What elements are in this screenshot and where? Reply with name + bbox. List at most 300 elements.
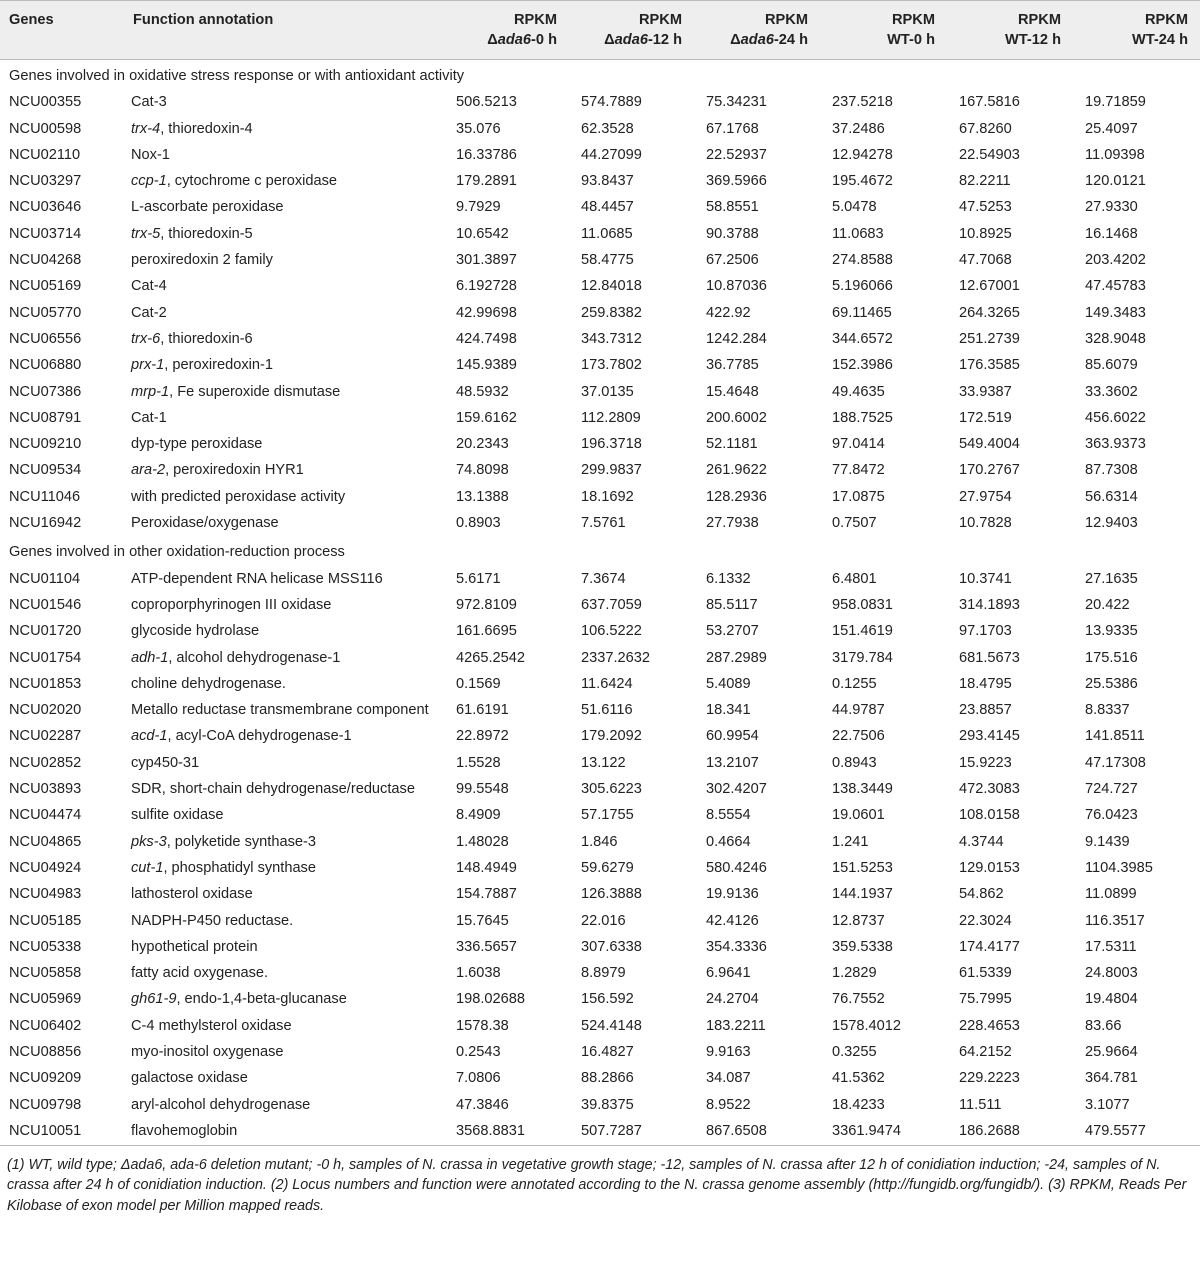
- rpkm-value-cell: 229.2223: [959, 1070, 1020, 1087]
- rpkm-value-cell: 4265.2542: [456, 649, 525, 666]
- gene-id-cell: NCU09534: [9, 462, 82, 479]
- function-text: , thioredoxin-5: [160, 225, 253, 242]
- rpkm-value-cell: 174.4177: [959, 938, 1020, 955]
- rpkm-value-cell: 41.5362: [832, 1070, 885, 1087]
- rpkm-value-cell: 170.2767: [959, 462, 1020, 479]
- rpkm-value-cell: 344.6572: [832, 330, 893, 347]
- table-row: [0, 908, 1200, 934]
- rpkm-value-cell: 198.02688: [456, 991, 525, 1008]
- table-row: [0, 1092, 1200, 1118]
- rpkm-value-cell: 12.9403: [1085, 515, 1138, 532]
- function-cell: [124, 908, 444, 934]
- rpkm-value-cell: 22.3024: [959, 912, 1012, 929]
- rpkm-value-cell: 0.2543: [456, 1043, 501, 1060]
- rpkm-value-cell: 200.6002: [706, 409, 767, 426]
- header-function: Function annotation: [124, 1, 444, 60]
- rpkm-value-cell: 251.2739: [959, 330, 1020, 347]
- rpkm-value-cell: 7.3674: [581, 570, 626, 587]
- gene-id-cell: NCU09798: [9, 1096, 82, 1113]
- function-text: NADPH-P450 reductase.: [131, 912, 294, 929]
- function-cell: [124, 300, 444, 326]
- gene-id-cell: NCU05185: [9, 912, 82, 929]
- gene-id-cell: NCU03297: [9, 173, 82, 190]
- rpkm-value-cell: 13.2107: [706, 754, 759, 771]
- rpkm-value-cell: 0.1569: [456, 675, 501, 692]
- header-col-prefix: Δ: [487, 32, 498, 48]
- gene-id-cell: NCU04924: [9, 859, 82, 876]
- rpkm-value-cell: 0.1255: [832, 675, 877, 692]
- rpkm-value-cell: 19.9136: [706, 886, 759, 903]
- rpkm-value-cell: 36.7785: [706, 357, 759, 374]
- rpkm-value-cell: 85.5117: [706, 596, 758, 613]
- rpkm-value-cell: 5.6171: [456, 570, 501, 587]
- function-cell: [124, 352, 444, 378]
- gene-id-cell: NCU02110: [9, 146, 81, 163]
- rpkm-value-cell: 237.5218: [832, 94, 893, 111]
- rpkm-value-cell: 11.0899: [1085, 886, 1137, 903]
- rpkm-value-cell: 25.9664: [1085, 1043, 1138, 1060]
- rpkm-value-cell: 183.2211: [706, 1017, 766, 1034]
- table-row: [0, 352, 1200, 378]
- rpkm-value-cell: 47.5253: [959, 199, 1012, 216]
- rpkm-value-cell: 472.3083: [959, 781, 1020, 798]
- function-text: Cat-3: [131, 94, 167, 111]
- function-cell: [124, 194, 444, 220]
- rpkm-value-cell: 85.6079: [1085, 357, 1138, 374]
- table-row: [0, 405, 1200, 431]
- header-col-prefix: Δ: [604, 32, 615, 48]
- table-row: [0, 829, 1200, 855]
- function-cell: [124, 142, 444, 168]
- rpkm-value-cell: 369.5966: [706, 173, 767, 190]
- gene-symbol: prx-1: [131, 357, 165, 374]
- rpkm-value-cell: 17.0875: [832, 488, 885, 505]
- rpkm-value-cell: 1.846: [581, 833, 618, 850]
- gene-id-cell: NCU09209: [9, 1070, 82, 1087]
- gene-symbol: acd-1: [131, 728, 168, 745]
- gene-id-cell: NCU08856: [9, 1043, 82, 1060]
- rpkm-value-cell: 363.9373: [1085, 436, 1146, 453]
- rpkm-value-cell: 18.4233: [832, 1096, 885, 1113]
- function-text: fatty acid oxygenase.: [131, 965, 269, 982]
- function-cell: [124, 829, 444, 855]
- gene-id-cell: NCU00598: [9, 120, 82, 137]
- rpkm-value-cell: 354.3336: [706, 938, 767, 955]
- rpkm-value-cell: 15.9223: [959, 754, 1012, 771]
- rpkm-value-cell: 116.3517: [1085, 912, 1145, 929]
- rpkm-value-cell: 6.4801: [832, 570, 877, 587]
- rpkm-value-cell: 22.52937: [706, 146, 767, 163]
- rpkm-value-cell: 8.4909: [456, 807, 501, 824]
- header-col-suffix: -0 h: [531, 32, 557, 48]
- rpkm-value-cell: 60.9954: [706, 728, 759, 745]
- function-text: glycoside hydrolase: [131, 623, 260, 640]
- rpkm-value-cell: 5.196066: [832, 278, 893, 295]
- function-text: , endo-1,4-beta-glucanase: [176, 991, 347, 1008]
- table-row: [0, 986, 1200, 1012]
- rpkm-value-cell: 15.7645: [456, 912, 509, 929]
- rpkm-value-cell: 18.4795: [959, 675, 1012, 692]
- rpkm-value-cell: 35.076: [456, 120, 501, 137]
- rpkm-value-cell: 479.5577: [1073, 1118, 1200, 1146]
- function-text: hypothetical protein: [131, 938, 258, 955]
- rpkm-value-cell: 151.4619: [832, 623, 893, 640]
- function-text: , alcohol dehydrogenase-1: [168, 649, 341, 666]
- table-row: [0, 326, 1200, 352]
- rpkm-value-cell: 867.6508: [694, 1118, 820, 1146]
- rpkm-value-cell: 2337.2632: [581, 649, 650, 666]
- function-text: Peroxidase/oxygenase: [131, 515, 279, 532]
- rpkm-value-cell: 37.0135: [581, 383, 634, 400]
- rpkm-value-cell: 173.7802: [581, 357, 642, 374]
- gene-symbol: pks-3: [131, 833, 167, 850]
- gene-id-cell: NCU04268: [9, 252, 82, 269]
- rpkm-value-cell: 681.5673: [959, 649, 1020, 666]
- function-text: with predicted peroxidase activity: [131, 488, 346, 505]
- rpkm-value-cell: 228.4653: [959, 1017, 1020, 1034]
- rpkm-value-cell: 287.2989: [706, 649, 767, 666]
- table-row: [0, 142, 1200, 168]
- function-text: , cytochrome c peroxidase: [166, 173, 338, 190]
- function-cell: [124, 405, 444, 431]
- gene-id-cell: NCU03893: [9, 781, 82, 798]
- function-cell: [124, 802, 444, 828]
- rpkm-value-cell: 7.0806: [456, 1070, 501, 1087]
- function-cell: [124, 273, 444, 299]
- rpkm-value-cell: 48.4457: [581, 199, 634, 216]
- function-text: peroxiredoxin 2 family: [131, 252, 273, 269]
- section-title: Genes involved in other oxidation-reduction process: [9, 544, 345, 561]
- rpkm-value-cell: 27.7938: [706, 515, 759, 532]
- rpkm-value-cell: 293.4145: [959, 728, 1020, 745]
- rpkm-value-cell: 25.4097: [1085, 120, 1138, 137]
- header-col-prefix: Δ: [730, 32, 741, 48]
- rpkm-value-cell: 77.8472: [832, 462, 885, 479]
- header-rpkm-col-5: [1073, 1, 1200, 60]
- gene-id-cell: NCU04865: [9, 833, 82, 850]
- rpkm-value-cell: 19.0601: [832, 807, 885, 824]
- function-text: choline dehydrogenase.: [131, 675, 286, 692]
- header-rpkm-col-1: [569, 1, 694, 60]
- rpkm-value-cell: 48.5932: [456, 383, 509, 400]
- function-cell: [124, 1039, 444, 1065]
- rpkm-value-cell: 188.7525: [832, 409, 893, 426]
- rpkm-value-cell: 8.9522: [706, 1096, 751, 1113]
- gene-id-cell: NCU03646: [9, 199, 82, 216]
- rpkm-value-cell: 186.2688: [947, 1118, 1073, 1146]
- function-text: , polyketide synthase-3: [166, 833, 316, 850]
- rpkm-value-cell: 1242.284: [706, 330, 767, 347]
- rpkm-value-cell: 17.5311: [1085, 938, 1137, 955]
- rpkm-value-cell: 27.9754: [959, 488, 1012, 505]
- function-text: Cat-1: [131, 409, 167, 426]
- rpkm-value-cell: 22.8972: [456, 728, 509, 745]
- rpkm-value-cell: 61.6191: [456, 702, 509, 719]
- rpkm-value-cell: 37.2486: [832, 120, 885, 137]
- rpkm-value-cell: 39.8375: [581, 1096, 634, 1113]
- rpkm-value-cell: 1104.3985: [1085, 859, 1153, 876]
- gene-symbol: trx-4: [131, 120, 161, 137]
- table-row: [0, 881, 1200, 907]
- table-row: [0, 645, 1200, 671]
- rpkm-value-cell: 75.7995: [959, 991, 1012, 1008]
- function-cell: [124, 566, 444, 592]
- rpkm-value-cell: 13.1388: [456, 488, 509, 505]
- rpkm-value-cell: 18.341: [706, 702, 751, 719]
- table-row: [0, 1065, 1200, 1091]
- function-text: , Fe superoxide dismutase: [169, 383, 341, 400]
- function-text: Nox-1: [131, 146, 170, 163]
- function-text: Cat-2: [131, 304, 167, 321]
- rpkm-value-cell: 61.5339: [959, 965, 1012, 982]
- section-header-row: [0, 60, 1200, 90]
- gene-id-cell: NCU06556: [9, 330, 82, 347]
- function-text: L-ascorbate peroxidase: [131, 199, 284, 216]
- function-text: sulfite oxidase: [131, 807, 224, 824]
- rpkm-value-cell: 20.422: [1085, 596, 1130, 613]
- rpkm-value-cell: 1.241: [832, 833, 869, 850]
- header-rpkm-col-3: [820, 1, 947, 60]
- gene-symbol: ccp-1: [131, 173, 167, 190]
- function-text: , acyl-CoA dehydrogenase-1: [167, 728, 352, 745]
- rpkm-value-cell: 44.27099: [581, 146, 642, 163]
- function-cell: [124, 1092, 444, 1118]
- rpkm-value-cell: 128.2936: [706, 488, 767, 505]
- table-row: [0, 855, 1200, 881]
- rpkm-value-cell: 52.1181: [706, 436, 758, 453]
- rpkm-value-cell: 67.2506: [706, 252, 759, 269]
- gene-id-cell: NCU09210: [9, 436, 82, 453]
- rpkm-value-cell: 22.016: [581, 912, 626, 929]
- rpkm-value-cell: 10.87036: [706, 278, 767, 295]
- rpkm-value-cell: 59.6279: [581, 859, 634, 876]
- rpkm-value-cell: 261.9622: [706, 462, 767, 479]
- gene-symbol: mrp-1: [131, 383, 170, 400]
- gene-id-cell: NCU11046: [9, 488, 81, 505]
- rpkm-value-cell: 6.9641: [706, 965, 751, 982]
- gene-id-cell: NCU02852: [9, 754, 82, 771]
- function-text: , peroxiredoxin-1: [164, 357, 273, 374]
- gene-symbol: gh61-9: [131, 991, 177, 1008]
- table-row: [0, 273, 1200, 299]
- rpkm-value-cell: 196.3718: [581, 436, 642, 453]
- rpkm-value-cell: 10.3741: [959, 570, 1012, 587]
- rpkm-value-cell: 305.6223: [581, 781, 642, 798]
- function-cell: [124, 221, 444, 247]
- rpkm-value-cell: 83.66: [1085, 1017, 1122, 1034]
- rpkm-value-cell: 44.9787: [832, 702, 885, 719]
- rpkm-value-cell: 27.1635: [1085, 570, 1138, 587]
- table-row: [0, 776, 1200, 802]
- rpkm-value-cell: 13.122: [581, 754, 626, 771]
- rpkm-value-cell: 22.54903: [959, 146, 1020, 163]
- header-col-suffix: -12 h: [647, 32, 682, 48]
- gene-id-cell: NCU05969: [9, 991, 82, 1008]
- gene-id-cell: NCU01754: [9, 649, 82, 666]
- gene-id-cell: NCU04474: [9, 807, 82, 824]
- header-col-italic: ada6: [497, 32, 532, 48]
- function-cell: [124, 247, 444, 273]
- rpkm-value-cell: 424.7498: [456, 330, 517, 347]
- rpkm-value-cell: 0.4664: [706, 833, 751, 850]
- rpkm-value-cell: 1.2829: [832, 965, 877, 982]
- rpkm-value-cell: 179.2891: [456, 173, 517, 190]
- function-text: cyp450-31: [131, 754, 200, 771]
- rpkm-value-cell: 24.2704: [706, 991, 759, 1008]
- rpkm-value-cell: 259.8382: [581, 304, 642, 321]
- rpkm-value-cell: 97.0414: [832, 436, 885, 453]
- gene-id-cell: NCU08791: [9, 409, 82, 426]
- rpkm-value-cell: 19.71859: [1085, 94, 1146, 111]
- header-col-suffix: -24 h: [773, 32, 808, 48]
- rpkm-value-cell: 10.8925: [959, 225, 1012, 242]
- rpkm-value-cell: 3179.784: [832, 649, 893, 666]
- rpkm-value-cell: 108.0158: [959, 807, 1020, 824]
- header-col-italic: ada6: [740, 32, 774, 48]
- table-row: [0, 194, 1200, 220]
- table-row: [0, 300, 1200, 326]
- function-cell: [124, 116, 444, 142]
- rpkm-value-cell: 314.1893: [959, 596, 1020, 613]
- rpkm-value-cell: 176.3585: [959, 357, 1020, 374]
- rpkm-value-cell: 15.4648: [706, 383, 759, 400]
- table-row: [0, 510, 1200, 536]
- rpkm-value-cell: 76.7552: [832, 991, 885, 1008]
- rpkm-value-cell: 203.4202: [1085, 252, 1146, 269]
- header-col-top: RPKM: [765, 12, 808, 28]
- rpkm-value-cell: 51.6116: [581, 702, 633, 719]
- function-cell: [124, 960, 444, 986]
- rpkm-value-cell: 151.5253: [832, 859, 893, 876]
- table-row: [0, 960, 1200, 986]
- function-text: myo-inositol oxygenase: [131, 1043, 284, 1060]
- rpkm-value-cell: 144.1937: [832, 886, 893, 903]
- rpkm-value-cell: 302.4207: [706, 781, 767, 798]
- function-cell: [124, 431, 444, 457]
- rpkm-value-cell: 93.8437: [581, 173, 634, 190]
- function-text: SDR, short-chain dehydrogenase/reductase: [131, 781, 415, 798]
- rpkm-value-cell: 364.781: [1085, 1070, 1138, 1087]
- rpkm-value-cell: 24.8003: [1085, 965, 1138, 982]
- rpkm-value-cell: 11.511: [959, 1096, 1002, 1113]
- table-row: [0, 1118, 1200, 1146]
- rpkm-value-cell: 47.3846: [456, 1096, 509, 1113]
- gene-id-cell: NCU05770: [9, 304, 82, 321]
- rpkm-value-cell: 74.8098: [456, 462, 509, 479]
- rpkm-value-cell: 328.9048: [1085, 330, 1146, 347]
- rpkm-value-cell: 3.1077: [1085, 1096, 1130, 1113]
- rpkm-value-cell: 27.9330: [1085, 199, 1138, 216]
- rpkm-value-cell: 129.0153: [959, 859, 1020, 876]
- rpkm-value-cell: 145.9389: [456, 357, 517, 374]
- function-text: coproporphyrinogen III oxidase: [131, 596, 332, 613]
- table-row: [0, 221, 1200, 247]
- table-row: [0, 618, 1200, 644]
- table-row: [0, 750, 1200, 776]
- rpkm-value-cell: 12.84018: [581, 278, 642, 295]
- rpkm-value-cell: 99.5548: [456, 781, 509, 798]
- rpkm-value-cell: 175.516: [1085, 649, 1138, 666]
- rpkm-value-cell: 336.5657: [456, 938, 517, 955]
- table-row: [0, 168, 1200, 194]
- rpkm-value-cell: 47.7068: [959, 252, 1012, 269]
- gene-id-cell: NCU07386: [9, 383, 82, 400]
- rpkm-value-cell: 64.2152: [959, 1043, 1012, 1060]
- rpkm-value-cell: 87.7308: [1085, 462, 1138, 479]
- header-col-italic: ada6: [614, 32, 648, 48]
- function-cell: [124, 1065, 444, 1091]
- function-text: , phosphatidyl synthase: [163, 859, 316, 876]
- rpkm-value-cell: 0.7507: [832, 515, 877, 532]
- function-cell: [124, 697, 444, 723]
- gene-id-cell: NCU01853: [9, 675, 82, 692]
- rpkm-value-cell: 637.7059: [581, 596, 642, 613]
- table-row: [0, 247, 1200, 273]
- rpkm-value-cell: 0.8943: [832, 754, 877, 771]
- rpkm-value-cell: 75.34231: [706, 94, 767, 111]
- rpkm-value-cell: 47.17308: [1085, 754, 1146, 771]
- rpkm-value-cell: 20.2343: [456, 436, 509, 453]
- rpkm-value-cell: 154.7887: [456, 886, 517, 903]
- header-col-suffix: WT-24 h: [1132, 32, 1188, 48]
- header-col-top: RPKM: [892, 12, 935, 28]
- rpkm-value-cell: 172.519: [959, 409, 1012, 426]
- function-text: flavohemoglobin: [131, 1122, 238, 1139]
- rpkm-value-cell: 167.5816: [959, 94, 1020, 111]
- rpkm-value-cell: 8.5554: [706, 807, 751, 824]
- rpkm-value-cell: 159.6162: [456, 409, 517, 426]
- gene-id-cell: NCU16942: [9, 515, 82, 532]
- function-cell: [124, 592, 444, 618]
- rpkm-value-cell: 33.3602: [1085, 383, 1138, 400]
- rpkm-value-cell: 359.5338: [832, 938, 893, 955]
- table-row: [0, 431, 1200, 457]
- rpkm-value-cell: 148.4949: [456, 859, 517, 876]
- section-title: Genes involved in oxidative stress response or with antioxidant activity: [9, 68, 465, 84]
- rpkm-value-cell: 25.5386: [1085, 675, 1138, 692]
- rpkm-value-cell: 42.99698: [456, 304, 517, 321]
- rpkm-value-cell: 3361.9474: [820, 1118, 947, 1146]
- rpkm-value-cell: 16.33786: [456, 146, 517, 163]
- rpkm-value-cell: 8.8979: [581, 965, 626, 982]
- rpkm-value-cell: 12.67001: [959, 278, 1020, 295]
- rpkm-value-cell: 53.2707: [706, 623, 759, 640]
- rpkm-value-cell: 120.0121: [1085, 173, 1146, 190]
- table-row: [0, 484, 1200, 510]
- header-col-top: RPKM: [1018, 12, 1061, 28]
- table-row: [0, 697, 1200, 723]
- rpkm-value-cell: 97.1703: [959, 623, 1012, 640]
- gene-symbol: adh-1: [131, 649, 169, 666]
- gene-id-cell: NCU06880: [9, 357, 82, 374]
- rpkm-value-cell: 524.4148: [581, 1017, 642, 1034]
- rpkm-value-cell: 9.9163: [706, 1043, 751, 1060]
- function-cell: [124, 89, 444, 115]
- gene-symbol: ara-2: [131, 462, 166, 479]
- rpkm-value-cell: 724.727: [1085, 781, 1138, 798]
- gene-id-cell: NCU03714: [9, 225, 82, 242]
- rpkm-value-cell: 1578.38: [456, 1017, 509, 1034]
- gene-id-cell: NCU01104: [9, 570, 81, 587]
- function-text: Cat-4: [131, 278, 167, 295]
- rpkm-value-cell: 5.0478: [832, 199, 877, 216]
- header-genes: Genes: [0, 1, 124, 60]
- gene-id-cell: NCU00355: [9, 94, 82, 111]
- rpkm-value-cell: 11.6424: [581, 675, 633, 692]
- rpkm-value-cell: 156.592: [581, 991, 634, 1008]
- rpkm-value-cell: 10.7828: [959, 515, 1012, 532]
- header-rpkm-col-4: [947, 1, 1073, 60]
